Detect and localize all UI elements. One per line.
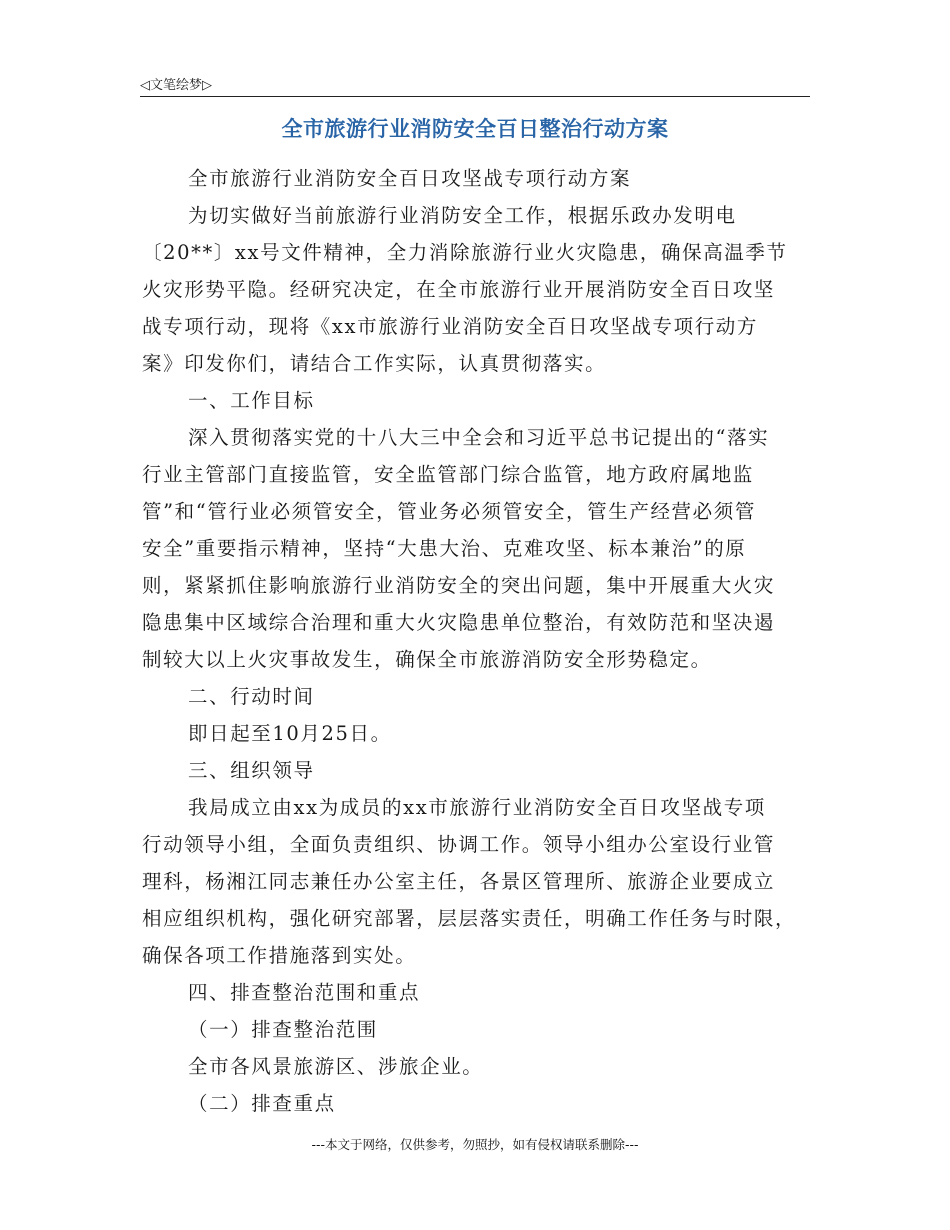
footer-disclaimer: ---本文于网络，仅供参考，勿照抄，如有侵权请联系删除--- bbox=[311, 1137, 639, 1152]
body-line: 隐患集中区域综合治理和重大火灾隐患单位整治，有效防范和坚决遏 bbox=[142, 611, 776, 634]
body-line: 为切实做好当前旅游行业消防安全工作，根据乐政办发明电 bbox=[188, 204, 737, 227]
body-line: 我局成立由xx为成员的xx市旅游行业消防安全百日攻坚战专项 bbox=[188, 796, 766, 819]
body-line: 管”和“管行业必须管安全，管业务必须管安全，管生产经营必须管 bbox=[142, 500, 756, 523]
body-line: 二、行动时间 bbox=[188, 685, 315, 708]
body-line: 理科，杨湘江同志兼任办公室主任，各景区管理所、旅游企业要成立 bbox=[142, 870, 776, 893]
body-line: 四、排查整治范围和重点 bbox=[188, 981, 421, 1004]
body-line: （二）排查重点 bbox=[188, 1092, 336, 1115]
body-line: 三、组织领导 bbox=[188, 759, 315, 782]
body-line: 全市各风景旅游区、涉旅企业。 bbox=[188, 1055, 484, 1078]
body-line: 案》印发你们，请结合工作实际，认真贯彻落实。 bbox=[142, 352, 607, 375]
body-line: 安全”重要指示精神，坚持“大患大治、克难攻坚、标本兼治”的原 bbox=[142, 537, 747, 560]
page-header bbox=[140, 72, 810, 97]
body-line: 行动领导小组，全面负责组织、协调工作。领导小组办公室设行业管 bbox=[142, 833, 776, 856]
body-line: 相应组织机构，强化研究部署，层层落实责任，明确工作任务与时限， bbox=[142, 907, 797, 930]
body-line: 〔20**〕xx号文件精神，全力消除旅游行业火灾隐患，确保高温季节 bbox=[142, 241, 788, 264]
document-title: 全市旅游行业消防安全百日整治行动方案 bbox=[281, 116, 669, 141]
body-line: 制较大以上火灾事故发生，确保全市旅游消防安全形势稳定。 bbox=[142, 648, 712, 671]
body-line: 即日起至10月25日。 bbox=[188, 722, 392, 745]
body-line: 行业主管部门直接监管，安全监管部门综合监管，地方政府属地监 bbox=[142, 463, 754, 486]
body-line: （一）排查整治范围 bbox=[188, 1018, 378, 1041]
body-line: 确保各项工作措施落到实处。 bbox=[142, 944, 417, 967]
body-line: 全市旅游行业消防安全百日攻坚战专项行动方案 bbox=[188, 167, 632, 190]
body-line: 火灾形势平隐。经研究决定，在全市旅游行业开展消防安全百日攻坚 bbox=[142, 278, 776, 301]
document-body bbox=[142, 160, 810, 1122]
body-line: 战专项行动，现将《xx市旅游行业消防安全百日攻坚战专项行动方 bbox=[142, 315, 758, 338]
brand-mark: ◁文笔绘梦▷ bbox=[140, 78, 212, 93]
body-line: 深入贯彻落实党的十八大三中全会和习近平总书记提出的“落实 bbox=[188, 426, 770, 449]
body-line: 一、工作目标 bbox=[188, 389, 315, 412]
body-line: 则，紧紧抓住影响旅游行业消防安全的突出问题，集中开展重大火灾 bbox=[142, 574, 776, 597]
